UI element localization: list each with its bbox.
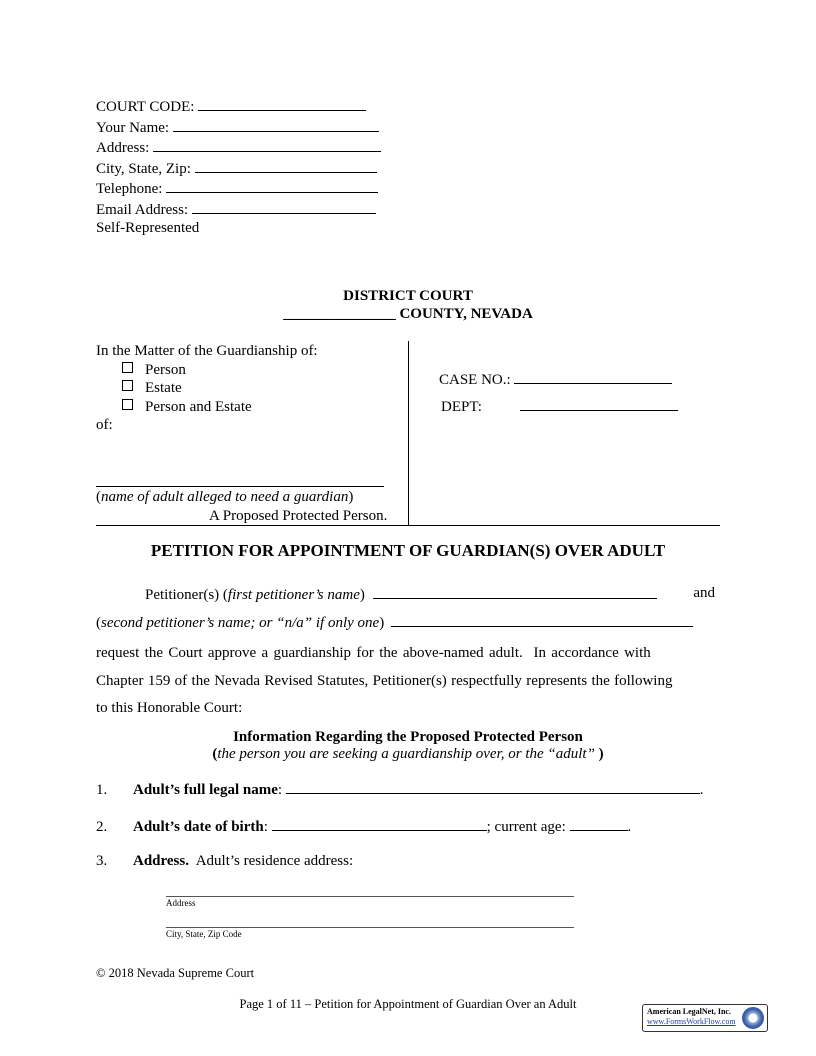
- your-name-label: Your Name:: [96, 119, 170, 136]
- petitioner-line-1: Petitioner(s) (first petitioner’s name) and: [145, 585, 715, 603]
- city-state-zip-row: [96, 158, 396, 179]
- matter-text: In the Matter of the Guardianship of:: [96, 343, 318, 359]
- court-code-field[interactable]: [198, 96, 366, 111]
- dept-field[interactable]: [520, 396, 678, 411]
- first-petitioner-hint: first petitioner’s name: [227, 587, 360, 603]
- section-subtitle: (the person you are seeking a guardianship over, or the “adult” ): [212, 746, 604, 762]
- item-2-number: 2.: [96, 819, 108, 835]
- telephone-label: Telephone:: [96, 181, 163, 197]
- intro-line-4: Chapter 159 of the Nevada Revised Statutes, Petitioner(s) respectfully represents the following: [96, 672, 673, 689]
- email-row: [96, 199, 396, 220]
- self-represented-label: Self-Represented: [96, 220, 200, 236]
- option-person-estate-label: Person and Estate: [145, 398, 252, 415]
- city-state-zip-label: City, State, Zip:: [96, 160, 191, 177]
- option-estate[interactable]: [122, 379, 406, 398]
- caption-bottom-rule: [96, 525, 720, 526]
- adult-name-hint-text: name of adult alleged to need a guardian: [101, 489, 349, 505]
- option-estate-label: Estate: [145, 380, 182, 396]
- case-no-label: CASE NO.:: [439, 372, 511, 388]
- caption-left: [96, 342, 406, 435]
- option-person[interactable]: [122, 361, 406, 380]
- intro-line-5: to this Honorable Court:: [96, 700, 243, 716]
- intro-paragraph: [96, 640, 716, 723]
- item-3-text: Adult’s residence address:: [195, 853, 354, 869]
- item-3: [96, 852, 720, 870]
- address-field[interactable]: [153, 137, 381, 152]
- telephone-row: [96, 178, 396, 199]
- section-heading: [96, 729, 720, 763]
- court-code-row: [96, 96, 396, 117]
- page-footer: Page 1 of 11 – Petition for Appointment of Guardian Over an Adult: [239, 997, 577, 1011]
- section-title: Information Regarding the Proposed Protected Person: [233, 729, 583, 745]
- adult-name-line[interactable]: [96, 486, 384, 487]
- caption-vertical-divider: [408, 341, 409, 525]
- item-1-number: 1.: [96, 782, 108, 798]
- case-no-row: [439, 369, 672, 389]
- city-state-zip-field[interactable]: [195, 158, 377, 173]
- item-1: 1. Adult’s full legal name: .: [96, 779, 720, 799]
- petitioner-line-2: (second petitioner’s name; or “n/a” if only one): [96, 612, 716, 632]
- court-heading: [200, 287, 616, 323]
- adult-full-name-field[interactable]: [286, 779, 700, 794]
- option-person-label: Person: [145, 361, 186, 378]
- item-3-label: Address.: [133, 853, 189, 869]
- adult-name-hint: (name of adult alleged to need a guardian): [96, 489, 354, 505]
- dept-row: [441, 396, 678, 416]
- globe-icon: [742, 1007, 764, 1029]
- petitioners-text: Petitioner(s) (: [145, 587, 228, 603]
- header-block: [96, 96, 396, 238]
- dob-field[interactable]: [272, 816, 487, 831]
- and-text: and: [693, 585, 715, 601]
- document-title: PETITION FOR APPOINTMENT OF GUARDIAN(S) OVER ADULT: [150, 541, 666, 560]
- address-label: Address:: [96, 140, 150, 156]
- of-text: of:: [96, 417, 113, 433]
- residence-address-caption: Address: [166, 898, 196, 908]
- intro-line-3: request the Court approve a guardianship for the above-named adult. In accordance with: [96, 645, 651, 661]
- telephone-field[interactable]: [166, 178, 378, 193]
- email-field[interactable]: [192, 199, 376, 214]
- logo-company: American LegalNet, Inc.: [647, 1007, 731, 1016]
- americanlegalnet-logo[interactable]: [642, 1004, 768, 1032]
- residence-address-line[interactable]: [166, 896, 574, 897]
- proposed-person-text: A Proposed Protected Person.: [209, 508, 388, 524]
- checkbox-person[interactable]: [122, 362, 133, 373]
- copyright-text: © 2018 Nevada Supreme Court: [96, 966, 255, 980]
- your-name-row: [96, 117, 396, 138]
- guardianship-options: [96, 361, 406, 417]
- first-petitioner-field[interactable]: [373, 584, 657, 599]
- logo-url[interactable]: www.FormsWorkFlow.com: [647, 1017, 736, 1026]
- section-subtitle-text: the person you are seeking a guardianship over, or the “adult”: [217, 746, 595, 762]
- residence-csz-line[interactable]: [166, 927, 574, 928]
- dept-label: DEPT:: [441, 399, 482, 415]
- your-name-field[interactable]: [173, 117, 379, 132]
- court-name: DISTRICT COURT: [343, 288, 473, 304]
- court-code-label: COURT CODE:: [96, 99, 195, 115]
- case-no-field[interactable]: [514, 369, 672, 384]
- item-1-label: Adult’s full legal name: [133, 782, 278, 798]
- email-label: Email Address:: [96, 201, 189, 218]
- item-2: 2. Adult’s date of birth: ; current age: .: [96, 816, 720, 836]
- address-row: [96, 137, 396, 158]
- court-county: _______________ COUNTY, NEVADA: [283, 306, 533, 322]
- item-3-number: 3.: [96, 853, 108, 869]
- checkbox-estate[interactable]: [122, 380, 133, 391]
- option-person-estate[interactable]: [122, 398, 406, 417]
- current-age-label: ; current age:: [486, 819, 566, 835]
- item-2-label: Adult’s date of birth: [133, 819, 264, 835]
- second-petitioner-field[interactable]: [391, 612, 693, 627]
- current-age-field[interactable]: [570, 816, 628, 831]
- residence-csz-caption: City, State, Zip Code: [166, 929, 242, 939]
- checkbox-person-estate[interactable]: [122, 399, 133, 410]
- second-petitioner-hint: second petitioner’s name; or “n/a” if only one: [101, 615, 380, 631]
